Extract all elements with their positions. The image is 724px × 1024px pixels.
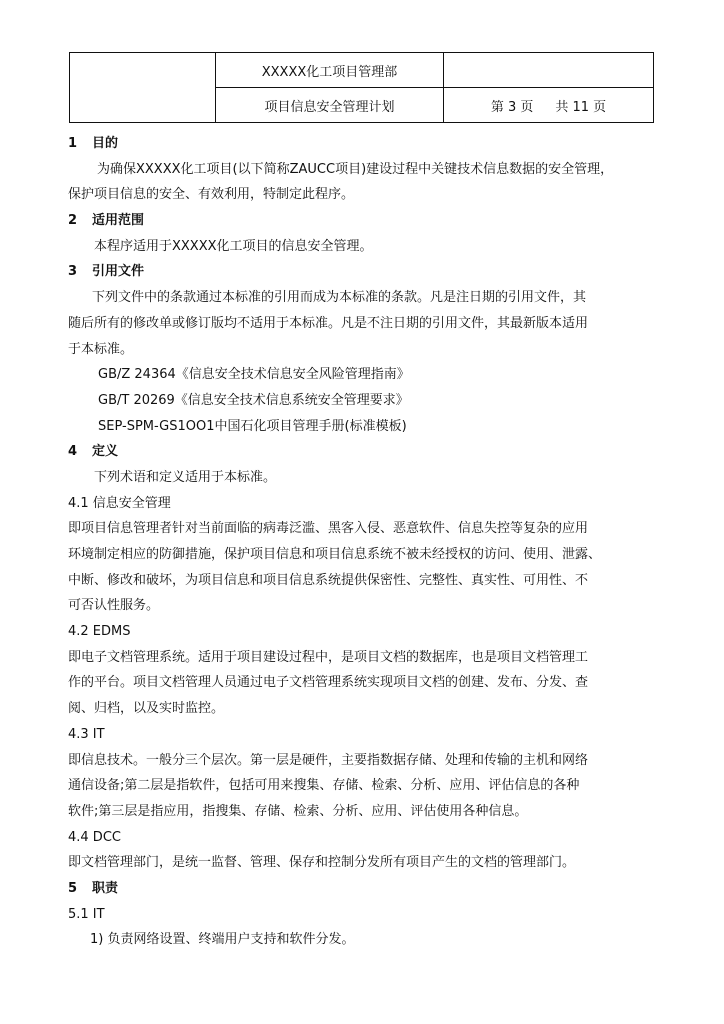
paragraph-line: 为确保XXXXX化工项目(以下简称ZAUCC项目)建设过程中关键技术信息数据的安全管理， <box>97 161 614 177</box>
reference-item: GB/T 20269《信息安全技术信息系统安全管理要求》 <box>98 392 409 408</box>
section-heading-scope: 2 适用范围 <box>68 213 145 229</box>
paragraph-line: 通信设备;第二层是指软件，包括可用来搜集、存储、检索、分析、应用、评估信息的各种 <box>68 778 580 794</box>
paragraph-line: 环境制定相应的防御措施，保护项目信息和项目信息系统不被未经授权的访问、使用、泄露、 <box>68 547 602 562</box>
document-header-table <box>69 52 654 123</box>
reference-item: SEP-SPM-GS1OO1中国石化项目管理手册(标准模板) <box>98 418 407 434</box>
paragraph-line: 即项目信息管理者针对当前面临的病毒泛滥、黑客入侵、恶意软件、信息失控等复杂的应用 <box>68 521 589 537</box>
subsection-title: 4.3 IT <box>68 726 105 742</box>
paragraph-line: 可否认性服务。 <box>68 598 160 614</box>
paragraph-line: 软件;第三层是指应用，指搜集、存储、检索、分析、应用、评估使用各种信息。 <box>68 803 528 819</box>
paragraph-line: 阅、归档，以及实时监控。 <box>68 701 225 717</box>
logo-cell <box>70 53 216 123</box>
paragraph-line: 即电子文档管理系统。适用于项目建设过程中，是项目文档的数据库，也是项目文档管理工 <box>68 649 589 665</box>
paragraph-line: 于本标准。 <box>68 341 134 357</box>
paragraph-line: 中断、修改和破坏，为项目信息和项目信息系统提供保密性、完整性、真实性、可用性、不 <box>68 572 589 588</box>
reference-item: GB/Z 24364《信息安全技术信息安全风险管理指南》 <box>98 367 410 383</box>
paragraph-line: 保护项目信息的安全、有效利用，特制定此程序。 <box>68 187 355 203</box>
subsection-title: 5.1 IT <box>68 906 105 922</box>
section-heading-responsibilities: 5 职责 <box>68 880 119 896</box>
page-number-cell <box>444 88 654 123</box>
subsection-title: 4.2 EDMS <box>68 624 131 640</box>
doc-title-cell: 项目信息安全管理计划 <box>216 88 444 123</box>
page-label: 第 3 页 <box>490 99 534 115</box>
paragraph-line: 随后所有的修改单或修订版均不适用于本标准。凡是不注日期的引用文件，其最新版本适用 <box>68 315 589 331</box>
project-dept-cell: XXXXX化工项目管理部 <box>216 53 444 88</box>
section-heading-definitions: 4 定义 <box>68 444 119 460</box>
paragraph-line: 即文档管理部门，是统一监督、管理、保存和控制分发所有项目产生的文档的管理部门。 <box>68 855 576 871</box>
paragraph-line: 作的平台。项目文档管理人员通过电子文档管理系统实现项目文档的创建、发布、分发、查 <box>68 675 589 691</box>
section-heading-purpose: 1 目的 <box>68 136 119 151</box>
paragraph-line: 下列文件中的条款通过本标准的引用而成为本标准的条款。凡是注日期的引用文件，其 <box>92 290 587 306</box>
paragraph-line: 本程序适用于XXXXX化工项目的信息安全管理。 <box>94 238 373 254</box>
document-body <box>68 131 664 953</box>
section-heading-references: 3 引用文件 <box>68 264 145 280</box>
subsection-title: 4.1 信息安全管理 <box>68 495 171 511</box>
paragraph-line: 即信息技术。一般分三个层次。第一层是硬件，主要指数据存储、处理和传输的主机和网络 <box>68 752 589 768</box>
subsection-title: 4.4 DCC <box>68 829 121 845</box>
list-item: 1) 负责网络设置、终端用户支持和软件分发。 <box>90 932 355 948</box>
blank-header-cell <box>444 53 654 88</box>
paragraph-line: 下列术语和定义适用于本标准。 <box>94 469 277 485</box>
total-pages-label: 共 11 页 <box>555 99 607 115</box>
